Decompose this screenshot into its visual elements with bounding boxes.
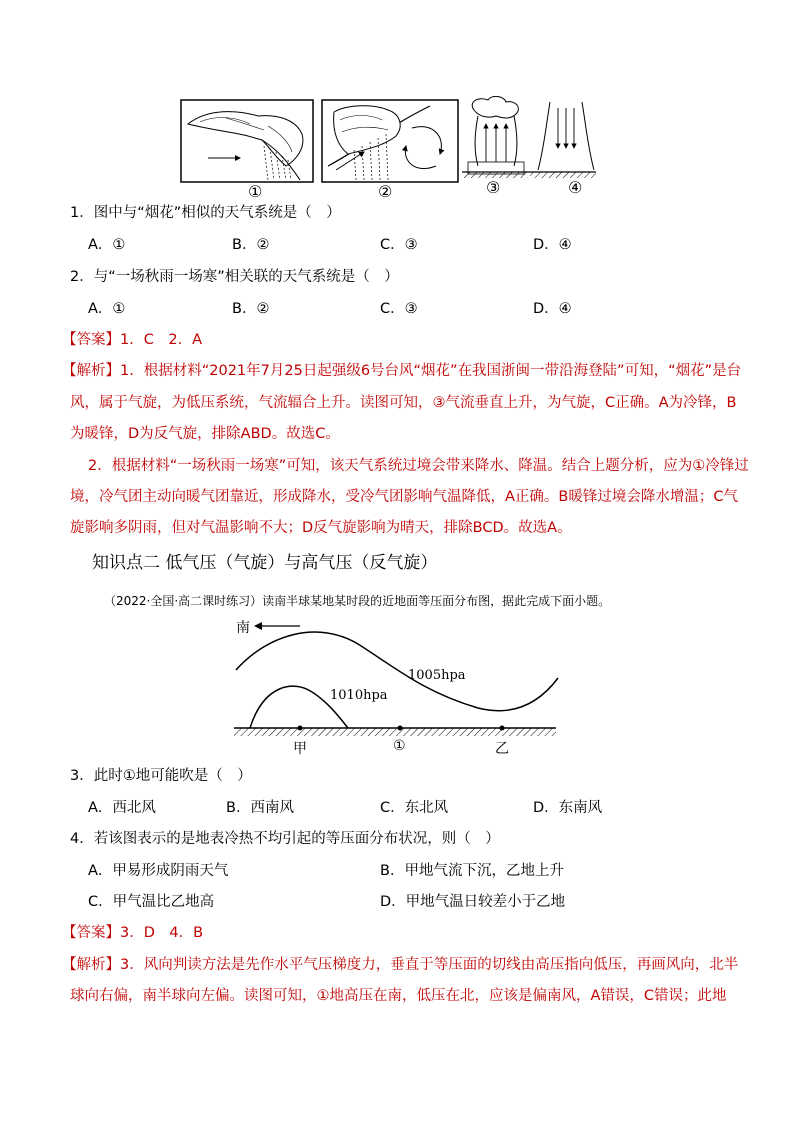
panel-cyclone [462,96,530,178]
question-2-stem: 2．与“一场秋雨一场寒”相关联的天气系统是（ ） [70,269,399,285]
question-2-option-c: C．③ [380,301,418,317]
question-4-stem: 4．若该图表示的是地表冷热不均引起的等压面分布状况，则（ ） [70,831,500,847]
analysis-1-line-1 [62,361,741,381]
analysis-tag: 【解析】 [62,957,120,973]
question-1-option-d: D．④ [533,237,572,253]
point-yi-label: 乙 [495,741,509,757]
panel-warm-front [322,100,458,182]
answer-text: 3．D 4．B [120,925,204,941]
point-yi [500,726,505,731]
question-3-option-c: C．东北风 [380,800,449,816]
section-intro: （2022·全国·高二课时练习）读南半球某地某时段的近地面等压面分布图，据此完成下面小题。 [104,594,611,608]
point-1 [398,726,403,731]
panel-label-1: ① [248,182,263,201]
answer-tag: 【答案】 [62,332,120,348]
point-jia [298,726,303,731]
analysis-tag: 【解析】 [62,363,120,379]
south-label: 南 [236,620,250,636]
answer-text: 1．C 2．A [120,332,202,348]
analysis-1-line-5: 境，冷气团主动向暖气团靠近，形成降水，受冷气团影响气温降低，A正确。B暖锋过境会降水增温；C气 [70,489,738,505]
analysis-1-line-2: 风，属于气旋，为低压系统，气流辐合上升。读图可知，③气流垂直上升，为气旋，C正确。A为冷锋，B [70,395,737,411]
panel-label-2: ② [378,182,393,201]
point-jia-label: 甲 [293,741,307,757]
panel-cold-front [181,100,313,182]
analysis-2-line-2: 球向右偏，南半球向左偏。读图可知，①地高压在南，低压在北，应该是偏南风，A错误，C错误；此地 [70,988,727,1004]
panel-label-3: ③ [486,178,501,197]
answer-tag: 【答案】 [62,925,120,941]
question-3-option-a: A．西北风 [88,800,156,816]
question-4-option-c: C．甲气温比乙地高 [88,894,215,910]
analysis-1-line-4: 2．根据材料“一场秋雨一场寒”可知，该天气系统过境会带来降水、降温。结合上题分析，应为①冷锋过 [88,458,749,474]
analysis-text: 1．根据材料“2021年7月25日起强级6号台风“烟花”在我国浙闽一带沿海登陆”可知，“烟花”是台 [120,363,742,379]
question-1-option-a: A．① [88,237,126,253]
question-1-option-c: C．③ [380,237,418,253]
question-1-stem: 1．图中与“烟花”相似的天气系统是（ ） [70,205,341,221]
analysis-2-line-1 [62,955,738,975]
analysis-1-line-3: 为暖锋，D为反气旋，排除ABD。故选C。 [70,426,340,442]
analysis-text: 3．风向判读方法是先作水平气压梯度力，垂直于等压面的切线由高压指向低压，再画风向，北半 [120,957,739,973]
panel-anticyclone [530,102,596,178]
question-4-option-b: B．甲地气流下沉，乙地上升 [380,863,564,879]
question-3-option-d: D．东南风 [533,800,603,816]
question-1-option-b: B．② [232,237,270,253]
isobar-figure [228,614,568,754]
isobar-lower-label: 1010hpa [330,688,388,703]
question-3-stem: 3．此时①地可能吹是（ ） [70,768,252,784]
question-4-option-a: A．甲易形成阴雨天气 [88,863,229,879]
analysis-1-line-6: 旋影响多阴雨，但对气温影响不大；D反气旋影响为晴天，排除BCD。故选A。 [70,520,572,536]
point-1-label: ① [393,738,406,754]
question-2-option-b: B．② [232,301,270,317]
answer-1 [62,330,202,350]
question-4-option-d: D．甲地气温日较差小于乙地 [380,894,566,910]
question-3-option-b: B．西南风 [226,800,294,816]
panel-label-4: ④ [568,178,583,197]
answer-2 [62,923,203,943]
question-2-option-a: A．① [88,301,126,317]
question-2-option-d: D．④ [533,301,572,317]
isobar-upper [236,632,558,711]
section-heading: 知识点二 低气压（气旋）与高气压（反气旋） [92,553,438,573]
isobar-upper-label: 1005hpa [408,668,466,683]
